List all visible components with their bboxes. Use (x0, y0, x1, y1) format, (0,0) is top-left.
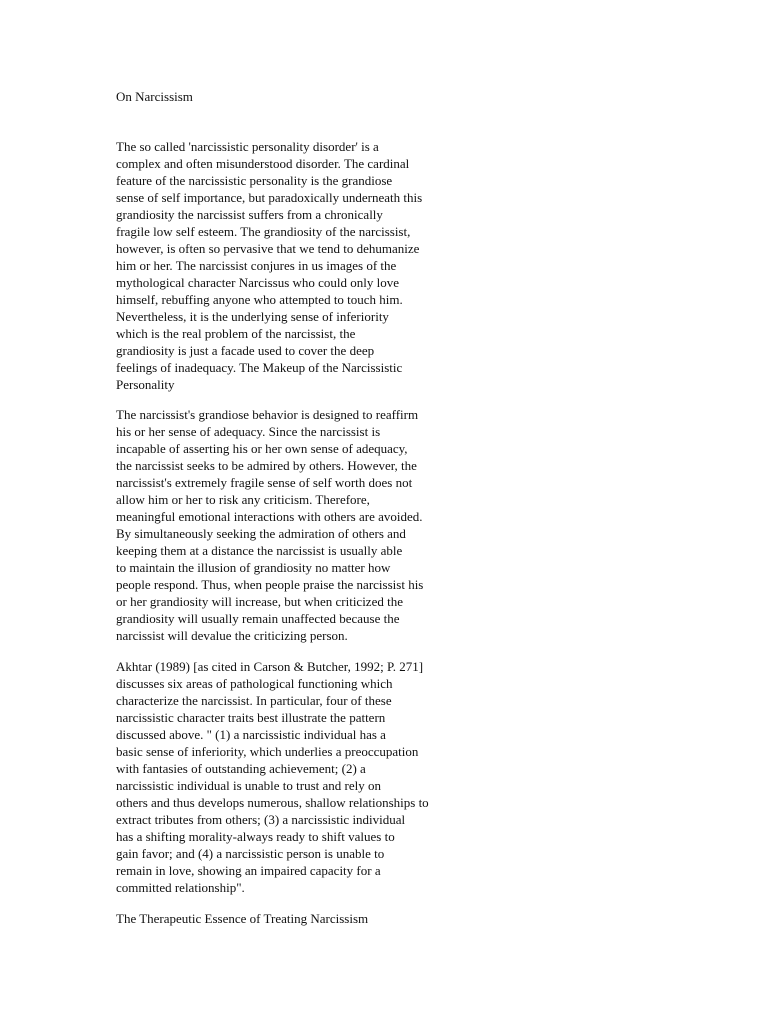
text-line: fragile low self esteem. The grandiosity of the narcissist, (116, 224, 411, 239)
text-line: extract tributes from others; (3) a narcissistic individual (116, 812, 406, 827)
text-line: the narcissist seeks to be admired by others. However, the (116, 458, 417, 473)
text-line: discusses six areas of pathological functioning which (116, 676, 393, 691)
text-line: The so called 'narcissistic personality disorder' is a (116, 139, 379, 154)
text-line: keeping them at a distance the narcissist is usually able (116, 543, 403, 558)
paragraph-2 (116, 406, 423, 644)
text-line: people respond. Thus, when people praise the narcissist his (116, 577, 424, 592)
text-line: narcissist's extremely fragile sense of self worth does not (116, 475, 413, 490)
text-line: The narcissist's grandiose behavior is designed to reaffirm (116, 407, 419, 422)
text-line: however, is often so pervasive that we tend to dehumanize (116, 241, 420, 256)
text-line: grandiosity will usually remain unaffected because the (116, 611, 400, 626)
text-line: grandiosity the narcissist suffers from a chronically (116, 207, 383, 222)
text-line: his or her sense of adequacy. Since the narcissist is (116, 424, 381, 439)
text-line: himself, rebuffing anyone who attempted to touch him. (116, 292, 403, 307)
text-line: grandiosity is just a facade used to cover the deep (116, 343, 375, 358)
text-line: has a shifting morality-always ready to shift values to (116, 829, 395, 844)
text-line: committed relationship". (116, 880, 245, 895)
text-line: gain favor; and (4) a narcissistic person is unable to (116, 846, 385, 861)
text-line: others and thus develops numerous, shallow relationships to (116, 795, 429, 810)
text-line: or her grandiosity will increase, but when criticized the (116, 594, 403, 609)
text-line: allow him or her to risk any criticism. Therefore, (116, 492, 370, 507)
text-line: remain in love, showing an impaired capacity for a (116, 863, 381, 878)
text-line: Nevertheless, it is the underlying sense of inferiority (116, 309, 389, 324)
text-line: him or her. The narcissist conjures in us images of the (116, 258, 397, 273)
text-line: discussed above. " (1) a narcissistic individual has a (116, 727, 386, 742)
document-title: On Narcissism (116, 89, 193, 104)
text-line: Personality (116, 377, 175, 392)
text-line: narcissist will devalue the criticizing person. (116, 628, 348, 643)
paragraph-1 (116, 138, 422, 393)
paragraph-3 (116, 658, 429, 896)
text-line: incapable of asserting his or her own sense of adequacy, (116, 441, 408, 456)
text-line: narcissistic individual is unable to trust and rely on (116, 778, 382, 793)
text-line: feelings of inadequacy. The Makeup of the Narcissistic (116, 360, 403, 375)
text-line: with fantasies of outstanding achievement; (2) a (116, 761, 366, 776)
text-line: Akhtar (1989) [as cited in Carson & Butcher, 1992; P. 271] (116, 659, 424, 674)
text-line: sense of self importance, but paradoxically underneath this (116, 190, 423, 205)
text-line: to maintain the illusion of grandiosity no matter how (116, 560, 391, 575)
text-line: characterize the narcissist. In particular, four of these (116, 693, 392, 708)
section-heading: The Therapeutic Essence of Treating Narcissism (116, 911, 369, 926)
text-line: narcissistic character traits best illustrate the pattern (116, 710, 386, 725)
text-line: basic sense of inferiority, which underlies a preoccupation (116, 744, 419, 759)
text-line: which is the real problem of the narcissist, the (116, 326, 356, 341)
text-line: By simultaneously seeking the admiration of others and (116, 526, 406, 541)
text-line: complex and often misunderstood disorder. The cardinal (116, 156, 410, 171)
text-line: feature of the narcissistic personality is the grandiose (116, 173, 393, 188)
text-line: mythological character Narcissus who could only love (116, 275, 400, 290)
text-line: meaningful emotional interactions with others are avoided. (116, 509, 423, 524)
